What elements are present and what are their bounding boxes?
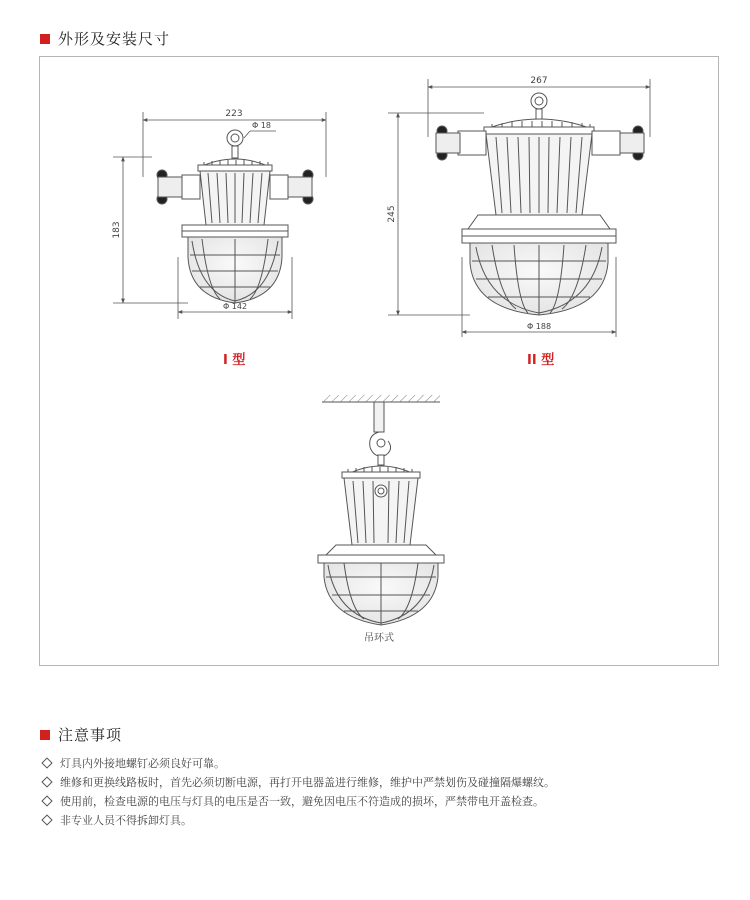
type1-lamp-drawing (157, 130, 313, 303)
notes-section-header (40, 724, 122, 745)
type1-width-label: 223 (225, 109, 243, 119)
note-text: 使用前，检查电源的电压与灯具的电压是否一致，避免因电压不符造成的损坏，严禁带电开盖检查。 (60, 794, 544, 808)
type1-caption: I 型 (223, 353, 246, 368)
type2-base-label: Φ 188 (526, 322, 552, 331)
type2-width-label: 267 (530, 76, 548, 86)
red-square-icon (40, 730, 50, 740)
diamond-bullet-icon (41, 757, 52, 768)
notes-section-title: 注意事项 (58, 726, 123, 744)
dimensions-section-title: 外形及安装尺寸 (58, 30, 171, 48)
dimensions-section-header (40, 28, 170, 49)
dimension-diagram-frame (39, 56, 719, 666)
diamond-bullet-icon (41, 795, 52, 806)
list-item (40, 791, 555, 810)
type1-height-label: 183 (112, 221, 122, 239)
type1-ring (227, 130, 243, 146)
note-text: 维修和更换线路板时，首先必须切断电源，再打开电器盖进行维修，维护中严禁划伤及碰撞隔爆螺纹。 (60, 775, 555, 789)
diamond-bullet-icon (41, 814, 52, 825)
ring-mount-caption: 吊环式 (364, 633, 394, 644)
list-item (40, 810, 555, 829)
notes-list (40, 753, 555, 829)
note-text: 非专业人员不得拆卸灯具。 (60, 813, 192, 827)
list-item (40, 753, 555, 772)
type1-ring-label: Φ 18 (252, 121, 272, 130)
red-square-icon (40, 34, 50, 44)
type2-height-label: 245 (387, 205, 397, 223)
ring-mount-drawing (318, 395, 444, 625)
type2-caption: II 型 (527, 353, 555, 368)
note-text: 灯具内外接地螺钉必须良好可靠。 (60, 756, 225, 770)
type1-base-label: Φ 142 (222, 302, 248, 311)
type2-lamp-drawing (436, 93, 644, 315)
dimension-drawing (40, 57, 718, 665)
list-item (40, 772, 555, 791)
diamond-bullet-icon (41, 776, 52, 787)
